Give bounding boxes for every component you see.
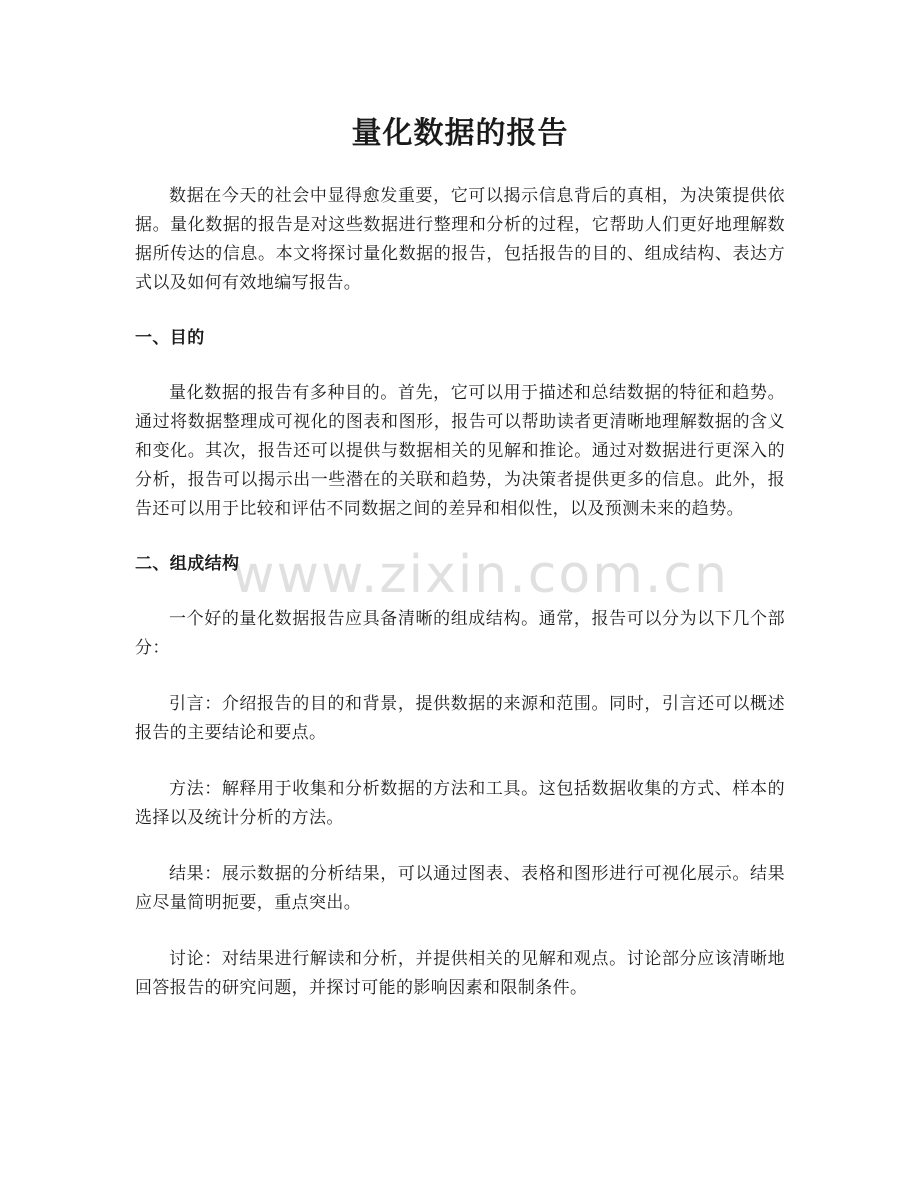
- structure-item-results: 结果：展示数据的分析结果，可以通过图表、表格和图形进行可视化展示。结果应尽量简明扼要，重点突出。: [135, 864, 785, 913]
- document-title: 量化数据的报告: [351, 116, 569, 151]
- purpose-paragraph: 量化数据的报告有多种目的。首先，它可以用于描述和总结数据的特征和趋势。通过将数据整理成可视化的图表和图形，报告可以帮助读者更清晰地理解数据的含义和变化。其次，报告还可以提供与数据相关的见解和推论。通过对数据进行更深入的分析，报告可以揭示出一些潜在的关联和趋势，为决策者提供更多的信息。此外，报告还可以用于比较和评估不同数据之间的差异和相似性，以及预测未来的趋势。: [135, 383, 785, 519]
- structure-item-introduction: 引言：介绍报告的目的和背景，提供数据的来源和范围。同时，引言还可以概述报告的主要结论和要点。: [135, 694, 785, 743]
- document-page: [135, 0, 785, 1003]
- structure-intro-paragraph: 一个好的量化数据报告应具备清晰的组成结构。通常，报告可以分为以下几个部分：: [135, 609, 785, 658]
- section-heading-purpose: 一、目的: [135, 328, 205, 348]
- structure-item-methods: 方法：解释用于收集和分析数据的方法和工具。这包括数据收集的方式、样本的选择以及统计分析的方法。: [135, 779, 785, 828]
- watermark-text: www.zixin.com.cn: [232, 545, 729, 605]
- intro-paragraph: 数据在今天的社会中显得愈发重要，它可以揭示信息背后的真相，为决策提供依据。量化数据的报告是对这些数据进行整理和分析的过程，它帮助人们更好地理解数据所传达的信息。本文将探讨量化数据的报告，包括报告的目的、组成结构、表达方式以及如何有效地编写报告。: [135, 186, 785, 293]
- section-heading-structure: 二、组成结构: [135, 554, 240, 574]
- structure-item-discussion: 讨论：对结果进行解读和分析，并提供相关的见解和观点。讨论部分应该清晰地回答报告的研究问题，并探讨可能的影响因素和限制条件。: [135, 949, 785, 998]
